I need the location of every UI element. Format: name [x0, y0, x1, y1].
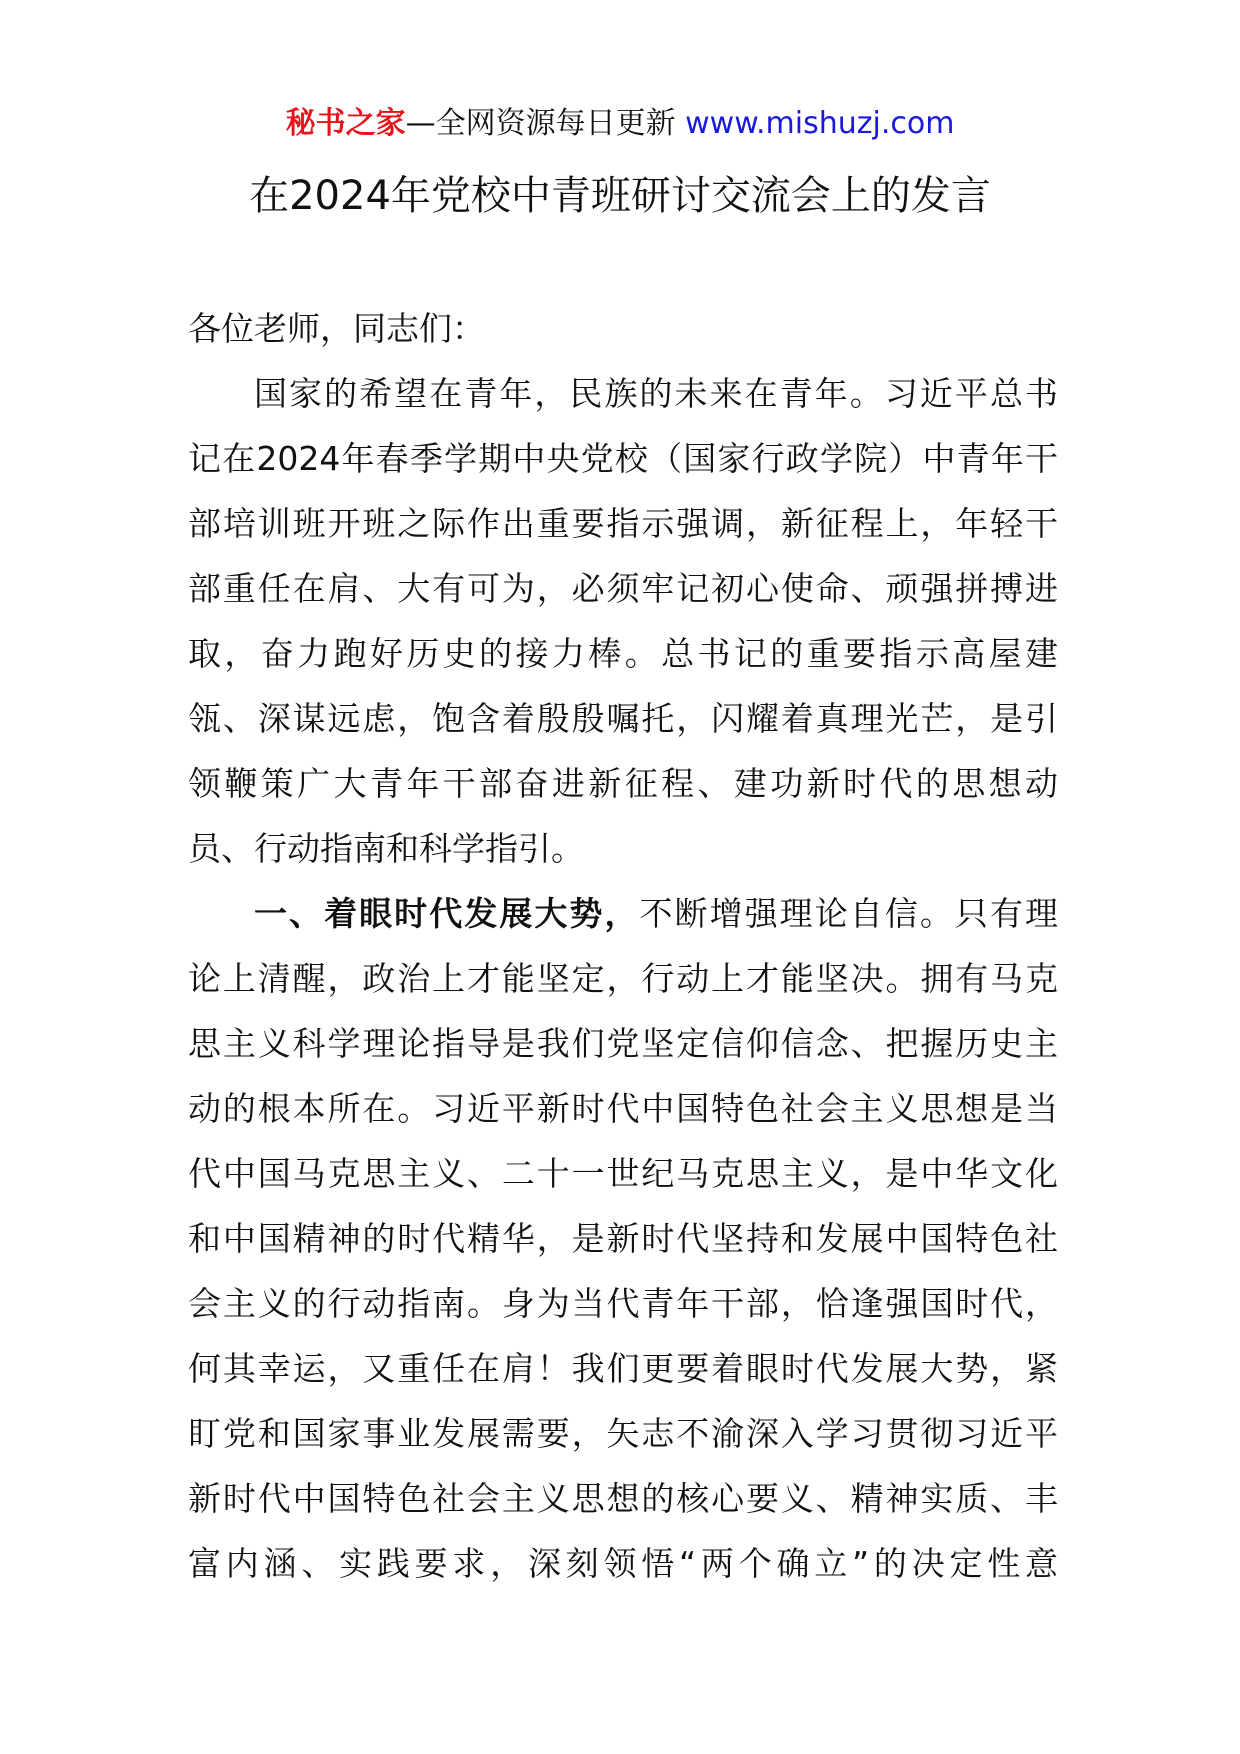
- document-body: [188, 296, 1058, 1596]
- document-title: 在2024年党校中青班研讨交流会上的发言: [249, 173, 991, 219]
- paragraph-line: 会主义的行动指南。身为当代青年干部，恰逢强国时代，: [188, 1284, 1058, 1323]
- paragraph-line: 部培训班开班之际作出重要指示强调，新征程上，年轻干: [188, 504, 1058, 543]
- paragraph-line: 员、行动指南和科学指引。: [188, 829, 584, 868]
- salutation: 各位老师，同志们：: [188, 309, 485, 348]
- paragraph-line: 盯党和国家事业发展需要，矢志不渝深入学习贯彻习近平: [188, 1414, 1058, 1453]
- paragraph-line: 瓴、深谋远虑，饱含着殷殷嘱托，闪耀着真理光芒，是引: [188, 699, 1058, 738]
- paragraph-line: 国家的希望在青年，民族的未来在青年。习近平总书: [254, 374, 1058, 413]
- site-banner: [0, 104, 1240, 144]
- paragraph-line: 论上清醒，政治上才能坚定，行动上才能坚决。拥有马克: [188, 959, 1058, 998]
- section-heading-rest: 不断增强理论自信。只有理: [639, 894, 1058, 933]
- paragraph-line: 思主义科学理论指导是我们党坚定信仰信念、把握历史主: [188, 1024, 1058, 1063]
- paragraph-line: 领鞭策广大青年干部奋进新征程、建功新时代的思想动: [188, 764, 1058, 803]
- paragraph-line: 取，奋力跑好历史的接力棒。总书记的重要指示高屋建: [188, 634, 1058, 673]
- paragraph-line: 代中国马克思主义、二十一世纪马克思主义，是中华文化: [188, 1154, 1058, 1193]
- paragraph-line: 动的根本所在。习近平新时代中国特色社会主义思想是当: [188, 1089, 1058, 1128]
- paragraph-line: 新时代中国特色社会主义思想的核心要义、精神实质、丰: [188, 1479, 1058, 1518]
- paragraph-line: 部重任在肩、大有可为，必须牢记初心使命、顽强拼搏进: [188, 569, 1058, 608]
- paragraph-line: 富内涵、实践要求，深刻领悟“两个确立”的决定性意: [188, 1544, 1058, 1583]
- paragraph-line: 记在2024年春季学期中央党校（国家行政学院）中青年干: [188, 439, 1058, 478]
- banner-tagline: —全网资源每日更新: [405, 106, 686, 141]
- paragraph-line: 何其幸运，又重任在肩！我们更要着眼时代发展大势，紧: [188, 1349, 1058, 1388]
- section-heading-line: [188, 881, 1058, 946]
- brand-name[interactable]: 秘书之家: [285, 106, 406, 141]
- paragraph-line: 和中国精神的时代精华，是新时代坚持和发展中国特色社: [188, 1219, 1058, 1258]
- section-heading: 一、着眼时代发展大势，: [254, 894, 640, 933]
- site-url-link[interactable]: www.mishuzj.com: [685, 106, 955, 141]
